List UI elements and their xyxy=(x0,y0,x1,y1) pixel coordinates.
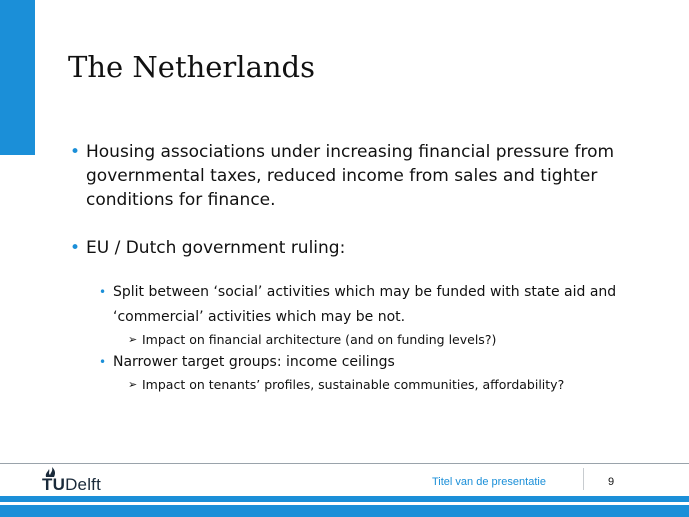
page-number: 9 xyxy=(608,476,615,488)
footer-divider-line xyxy=(0,463,689,464)
bullet-text: Housing associations under increasing financial pressure from governmental taxes, reduced income from sales and tighter conditions for finance. xyxy=(86,142,615,210)
logo-tu: TU xyxy=(42,475,66,494)
bullet-level2 xyxy=(97,280,670,330)
bottom-band xyxy=(0,505,689,517)
bullet-level2 xyxy=(97,350,670,375)
bullet-text: Impact on financial architecture (and on funding levels?) xyxy=(142,332,497,347)
bullet-level3 xyxy=(128,375,670,395)
slide-title: The Netherlands xyxy=(68,50,315,84)
bullet-level3 xyxy=(128,330,670,350)
bullet-level1 xyxy=(70,236,670,260)
slide-content xyxy=(70,140,670,395)
logo-wordmark xyxy=(42,475,101,495)
bullet-dot-icon: • xyxy=(99,285,107,299)
bullet-level1 xyxy=(70,140,670,212)
bullet-dot-icon: • xyxy=(99,355,107,369)
accent-bar xyxy=(0,0,35,155)
bullet-dot-icon: • xyxy=(70,238,81,258)
footer-separator xyxy=(583,468,584,490)
bullet-text: EU / Dutch government ruling: xyxy=(86,238,346,258)
logo-delft: Delft xyxy=(65,475,102,494)
tudelft-logo xyxy=(42,467,114,495)
presentation-title: Titel van de presentatie xyxy=(432,476,546,488)
arrow-bullet-icon: ➢ xyxy=(128,378,138,391)
bullet-dot-icon: • xyxy=(70,142,81,162)
arrow-bullet-icon: ➢ xyxy=(128,333,138,346)
bullet-text: Split between ‘social’ activities which may be funded with state aid and ‘commercial’ activities which may be not. xyxy=(113,284,617,325)
bullet-text: Narrower target groups: income ceilings xyxy=(113,354,395,370)
bullet-text: Impact on tenants’ profiles, sustainable communities, affordability? xyxy=(142,377,565,392)
